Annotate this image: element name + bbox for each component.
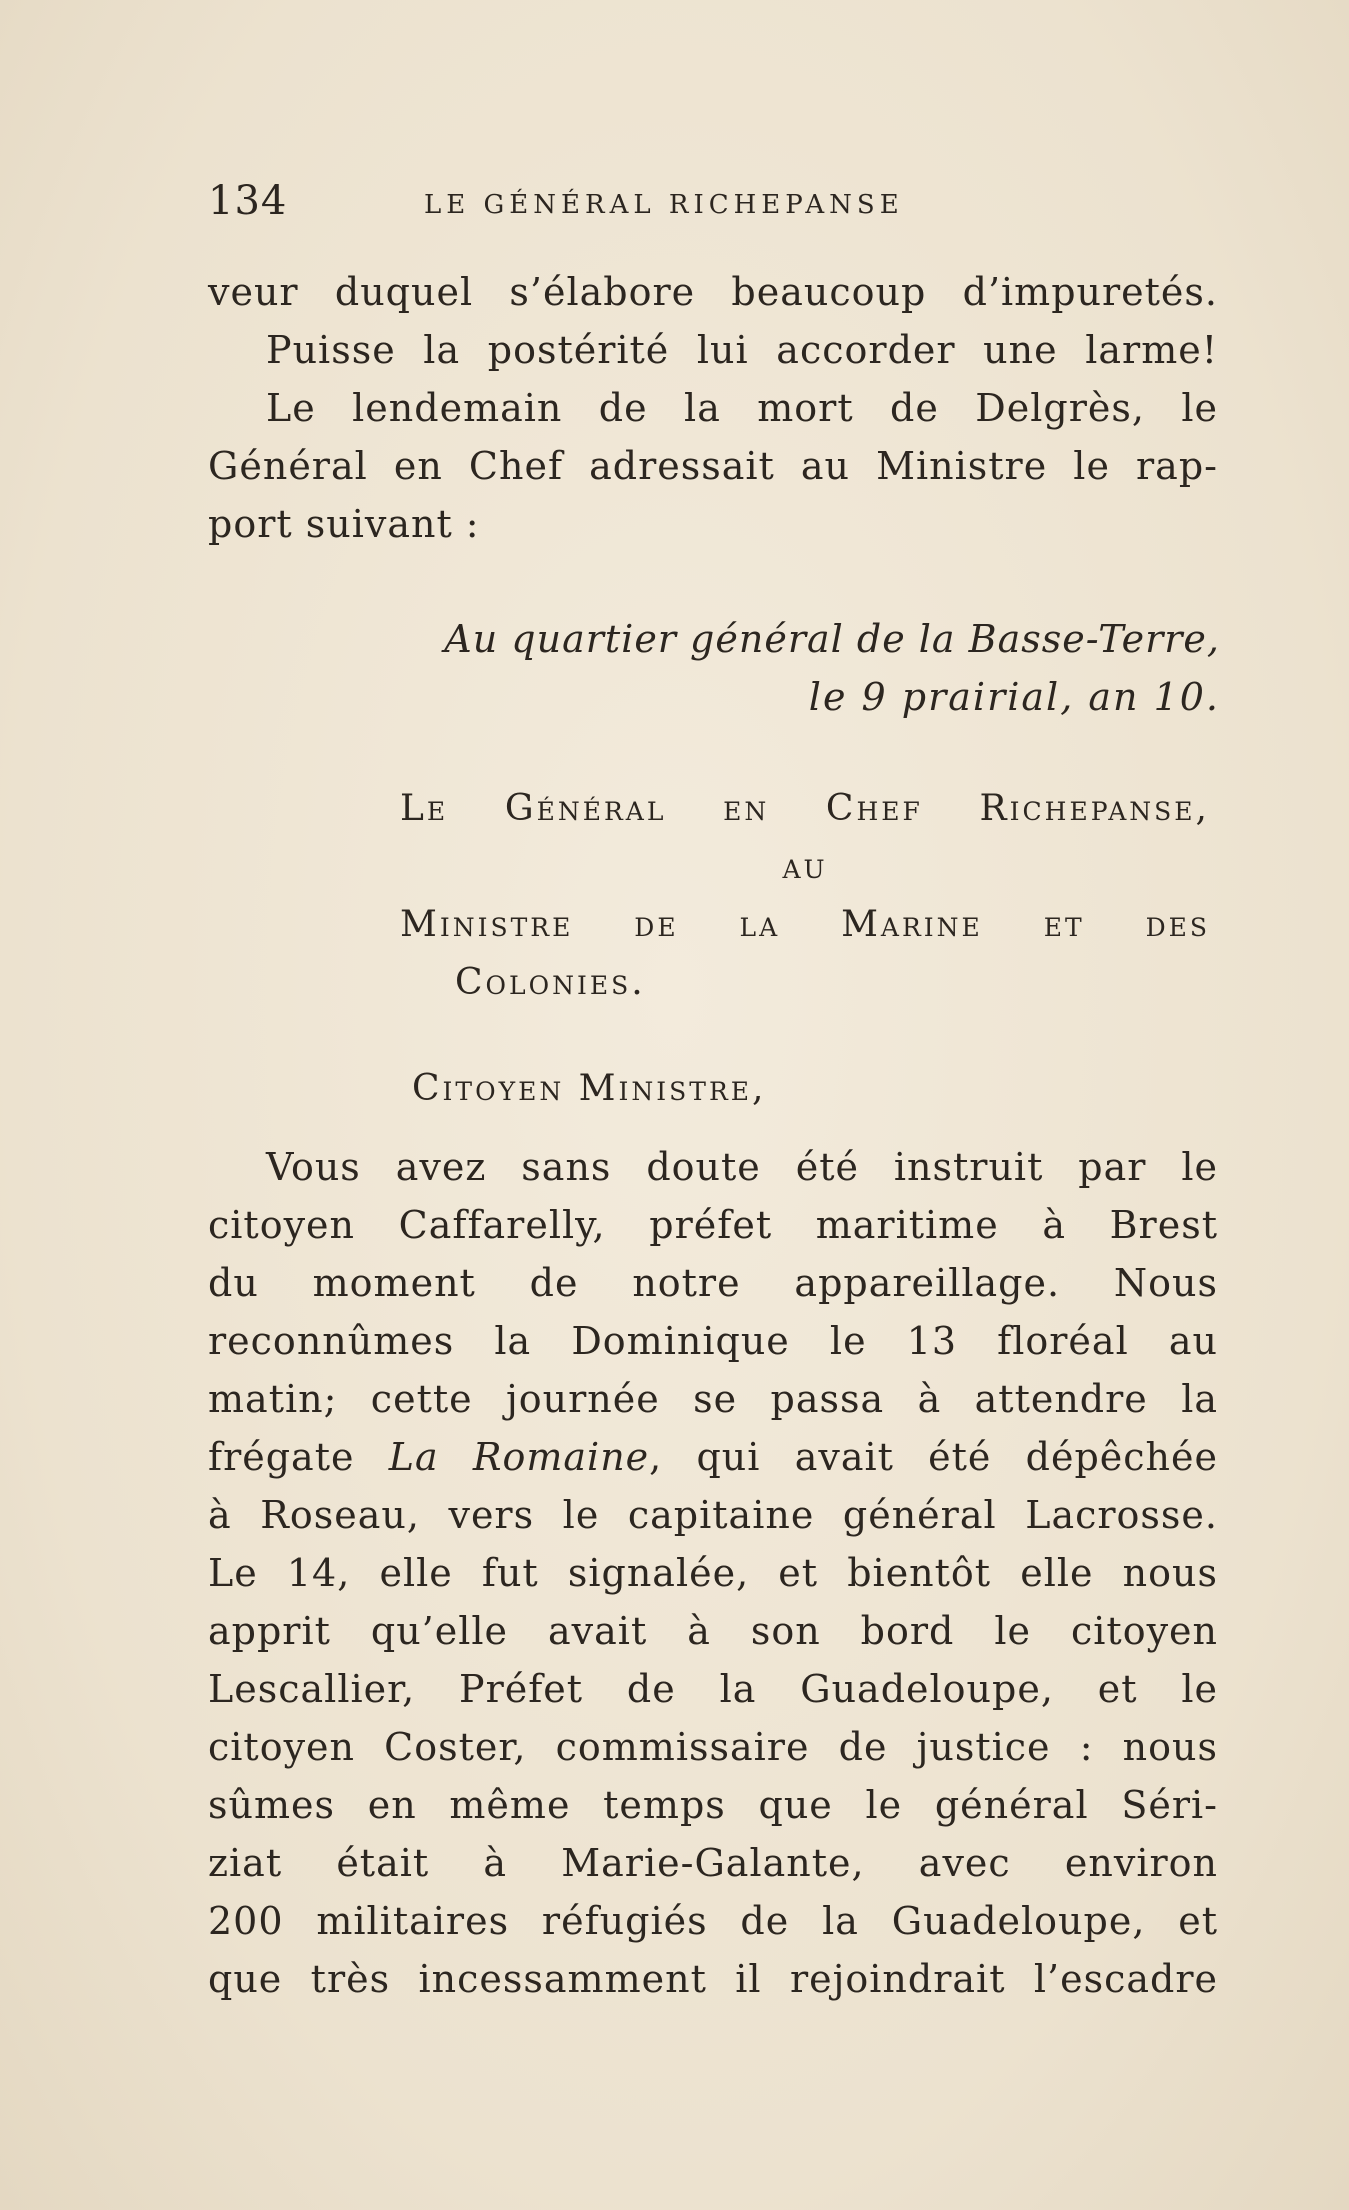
text-line: citoyen Caffarelly, préfet maritime à Brest [208,1203,1218,1247]
text-line: matin; cette journée se passa à attendre la [208,1377,1218,1421]
paragraph-letter [208,1138,1218,2008]
address-from: Le Général en Chef Richepanse, [400,788,1210,829]
page-header [208,178,1218,228]
text-segment: frégate [208,1435,389,1479]
text-line [208,1428,1218,1486]
text-line: Le 14, elle fut signalée, et bientôt elle nous [208,1551,1218,1595]
text-line: veur duquel s’élabore beaucoup d’impuretés. [208,270,1218,314]
text-line: Lescallier, Préfet de la Guadeloupe, et le [208,1667,1218,1711]
text-line: à Roseau, vers le capitaine général Lacrosse. [208,1493,1218,1537]
page-number: 134 [208,178,288,224]
letter-address [400,780,1210,1012]
text-line: 200 militaires réfugiés de la Guadeloupe, et [208,1899,1218,1943]
text-line: Le lendemain de la mort de Delgrès, le [266,386,1218,430]
ship-name: La Romaine [388,1435,650,1479]
text-line: que très incessamment il rejoindrait l’escadre [208,1957,1218,2001]
dateline-place: Au quartier général de la Basse-Terre, [444,617,1220,661]
paragraph-intro [208,263,1218,553]
text-line: Général en Chef adressait au Ministre le rap- [208,444,1218,488]
dateline-date: le 9 prairial, an 10. [808,675,1220,719]
text-line: port suivant : [208,502,480,546]
address-to-line2: Colonies. [455,962,646,1003]
text-line: citoyen Coster, commissaire de justice : nous [208,1725,1218,1769]
text-line: sûmes en même temps que le général Séri- [208,1783,1218,1827]
text-line: du moment de notre appareillage. Nous [208,1261,1218,1305]
dateline [300,610,1220,726]
salutation: Citoyen Ministre, [412,1068,767,1109]
address-to-word: au [782,846,828,887]
text-line: Vous avez sans doute été instruit par le [266,1145,1218,1189]
text-line: apprit qu’elle avait à son bord le citoyen [208,1609,1218,1653]
address-to-line1: Ministre de la Marine et des [400,904,1210,945]
text-segment: , qui avait été dépêchée [649,1435,1218,1479]
text-line: ziat était à Marie-Galante, avec environ [208,1841,1218,1885]
text-line: reconnûmes la Dominique le 13 floréal au [208,1319,1218,1363]
text-line: Puisse la postérité lui accorder une larme! [266,328,1218,372]
running-title: LE GÉNÉRAL RICHEPANSE [424,190,904,220]
